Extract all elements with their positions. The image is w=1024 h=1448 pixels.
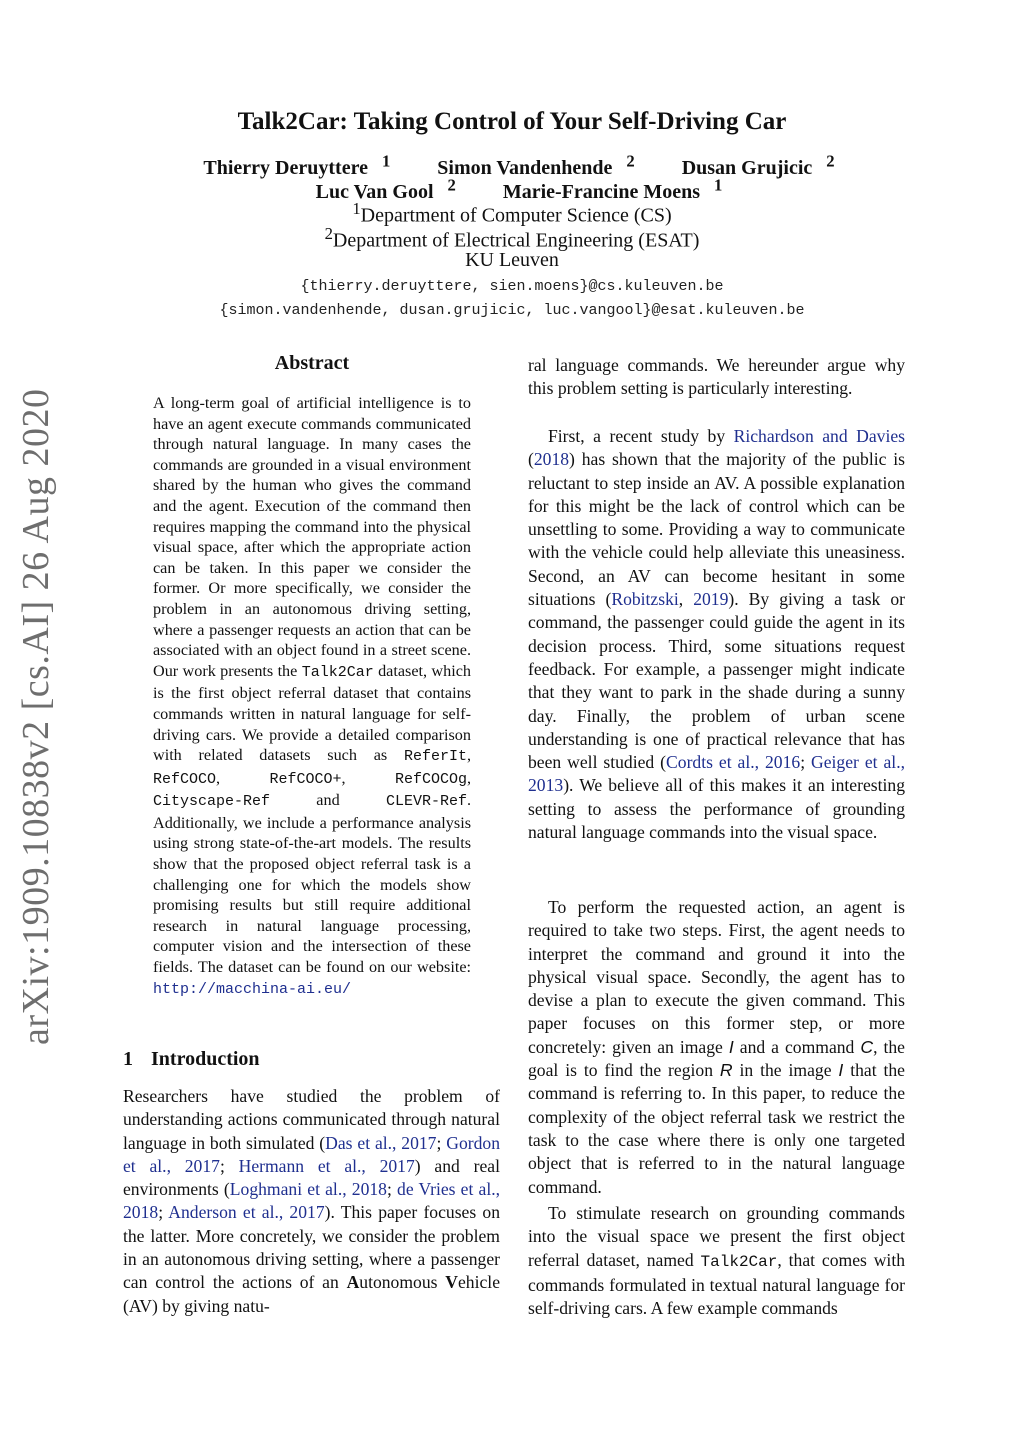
- arxiv-identifier: arXiv:1909.10838v2 [cs.AI] 26 Aug 2020: [15, 388, 57, 1045]
- section-heading-introduction: 1 Introduction: [123, 1048, 260, 1070]
- citation-link[interactable]: 2019: [693, 589, 729, 610]
- citation-link[interactable]: Geiger et al., 2013: [528, 752, 905, 796]
- intro-paragraph-2: First, a recent study by Richardson and Davies (2018) has shown that the majority of the public is reluctant to step inside an AV. A possible explanation for this might be the lack of control which can be unsettling to some. Providing a way to communicate with the vehicle could help alleviate this uneasiness. Second, an AV can become hesitant in some situations (Robitzski, 2019). By giving a task or command, the passenger could guide the agent in its decision process. Third, some situations request feedback. For example, a passenger might indicate that they want to park in the shade during a sunny day. Finally, the problem of urban scene understanding is one of practical relevance that has been well studied (Cordts et al., 2016; Geiger et al., 2013). We believe all of this makes it an interesting setting to assess the performance of grounding natural language commands into the visual space.: [528, 426, 906, 843]
- citation-link[interactable]: de Vries et al., 2018: [123, 1179, 501, 1223]
- author: Marie-Francine Moens $^1$: [502, 175, 723, 203]
- citation-link[interactable]: Robitzski: [611, 589, 679, 610]
- intro-paragraph-1-continued: ral language commands. We hereunder argue why this problem setting is particularly interesting.: [528, 355, 905, 399]
- affiliation-1: $^1$Department of Computer Science (CS): [352, 199, 672, 227]
- intro-paragraph-1: Researchers have studied the problem of understanding actions communicated through natural language in both simulated (Das et al., 2017; Gordon et al., 2017; Hermann et al., 2017) and real environments (Loghmani et al., 2018; de Vries et al., 2018; Anderson et al., 2017). This paper focuses on the latter. More concretely, we consider the problem in an autonomous driving setting, where a passenger can control the actions of an Autonomous Vehicle (AV) by giving natu-: [123, 1086, 501, 1316]
- citation-link[interactable]: 2018: [533, 449, 570, 470]
- intro-paragraph-3: To perform the requested action, an agent is required to take two steps. First, the agent needs to interpret the command and ground it into the physical visual space. Secondly, the agent has to devise a plan to execute the given command. This paper focuses on this former step, or more concretely: given an image I and a command C, the goal is to find the region R in the image I that the command is referring to. In this paper, to reduce the complexity of the object referral task we restrict the task to the case where there is only one targeted object that is referred to in the natural language command.: [528, 897, 905, 1197]
- email-line-1: {thierry.deruyttere, sien.moens}@cs.kuleuven.be: [300, 278, 724, 295]
- paper-title: Talk2Car: Taking Control of Your Self-Driving Car: [237, 108, 787, 135]
- abstract-body: A long-term goal of artificial intelligence is to have an agent execute commands communicated through natural language. In many cases the commands are grounded in a visual environment shared by the human who gives the command and the agent. Execution of the command then requires mapping the command into the physical visual space, after which the appropriate action can be taken. In this paper we consider the former. Or more specifically, we consider the problem in an autonomous driving setting, where a passenger requests an action that can be associated with an object found in a street scene. Our work presents the Talk2Car dataset, which is the first object referral dataset that contains commands written in natural language for self-driving cars. We provide a detailed comparison with related datasets such as ReferIt, RefCOCO, RefCOCO+, RefCOCOg, Cityscape-Ref and CLEVR-Ref. Additionally, we include a performance analysis using strong state-of-the-art models. The results show that the proposed object referral task is a challenging one for which the models show promising results but still require additional research in natural language processing, computer vision and the intersection of these fields. The dataset can be found on our website: http://macchina-ai.eu/: [153, 394, 471, 998]
- website-link[interactable]: http://macchina-ai.eu/: [153, 980, 352, 998]
- author: Luc Van Gool $^2$: [315, 175, 456, 203]
- citation-link[interactable]: Cordts et al., 2016: [666, 752, 801, 773]
- citation-link[interactable]: Hermann et al., 2017: [238, 1155, 415, 1176]
- citation-link[interactable]: Richardson and Davies: [733, 426, 905, 446]
- author: Simon Vandenhende $^2$: [437, 151, 635, 179]
- affiliation-2: $^2$Department of Electrical Engineering (ESAT): [324, 224, 700, 252]
- author: Dusan Grujicic $^2$: [681, 151, 835, 179]
- citation-link[interactable]: Das et al., 2017: [325, 1132, 437, 1153]
- institution: KU Leuven: [465, 249, 559, 271]
- citation-link[interactable]: Gordon et al., 2017: [123, 1132, 500, 1176]
- intro-paragraph-4: To stimulate research on grounding commands into the visual space we present the first object referral dataset, named Talk2Car, that comes with commands formulated in textual natural language for self-driving cars. A few example commands: [528, 1203, 906, 1319]
- abstract-heading: Abstract: [274, 352, 350, 374]
- citation-link[interactable]: Anderson et al., 2017: [168, 1202, 325, 1223]
- author: Thierry Deruyttere $^1$: [203, 151, 391, 179]
- citation-link[interactable]: Loghmani et al., 2018: [229, 1179, 387, 1200]
- email-line-2: {simon.vandenhende, dusan.grujicic, luc.vangool}@esat.kuleuven.be: [219, 302, 805, 319]
